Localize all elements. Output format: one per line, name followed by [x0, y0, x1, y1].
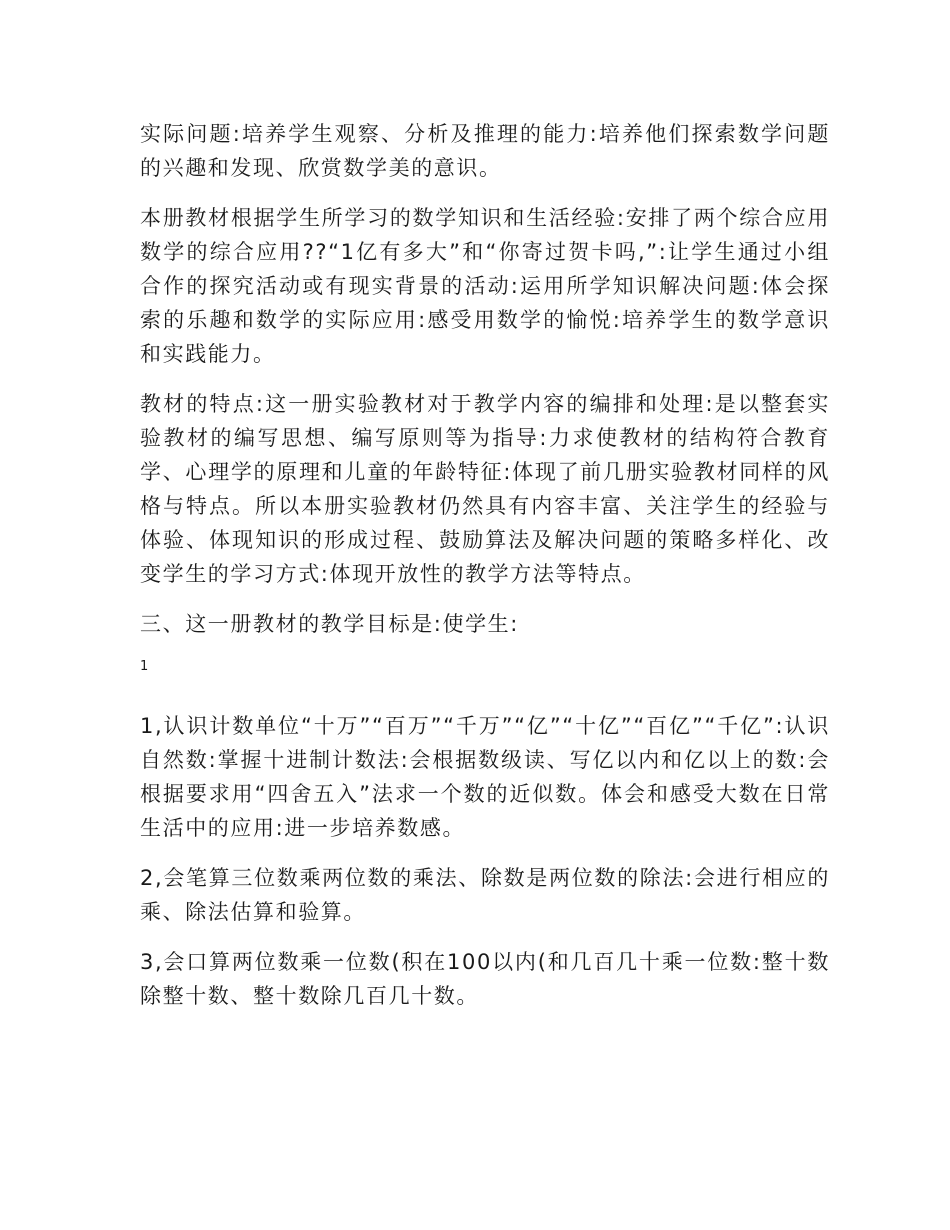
paragraph-2: 本册教材根据学生所学习的数学知识和生活经验:安排了两个综合应用数学的综合应用??“1亿有多大”和“你寄过贺卡吗,”:让学生通过小组合作的探究活动或有现实背景的活动:运用所学知识解决问题:体会探索的乐趣和数学的实际应用:感受用数学的愉悦:培养学生的数学意识和实践能力。 [140, 206, 830, 366]
goal-item-1: 1,认识计数单位“十万”“百万”“千万”“亿”“十亿”“百亿”“千亿”:认识自然数:掌握十进制计数法:会根据数级读、写亿以内和亿以上的数:会根据要求用“四舍五入”法求一个数的近似数。体会和感受大数在日常生活中的应用:进一步培养数感。 [140, 714, 830, 840]
document-page [140, 117, 830, 1029]
page-number: 1 [140, 659, 149, 674]
section-heading: 三、这一册教材的教学目标是:使学生: [140, 612, 519, 636]
paragraph-1: 实际问题:培养学生观察、分析及推理的能力:培养他们探索数学问题的兴趣和发现、欣赏数学美的意识。 [140, 122, 830, 180]
goal-item-3: 3,会口算两位数乘一位数(积在100以内(和几百几十乘一位数:整十数除整十数、整十数除几百几十数。 [140, 950, 830, 1008]
goal-item-2: 2,会笔算三位数乘两位数的乘法、除数是两位数的除法:会进行相应的乘、除法估算和验算。 [140, 866, 830, 924]
paragraph-3: 教材的特点:这一册实验教材对于教学内容的编排和处理:是以整套实验教材的编写思想、编写原则等为指导:力求使教材的结构符合教育学、心理学的原理和儿童的年龄特征:体现了前几册实验教材同样的风格与特点。所以本册实验教材仍然具有内容丰富、关注学生的经验与体验、体现知识的形成过程、鼓励算法及解决问题的策略多样化、改变学生的学习方式:体现开放性的教学方法等特点。 [140, 392, 830, 586]
